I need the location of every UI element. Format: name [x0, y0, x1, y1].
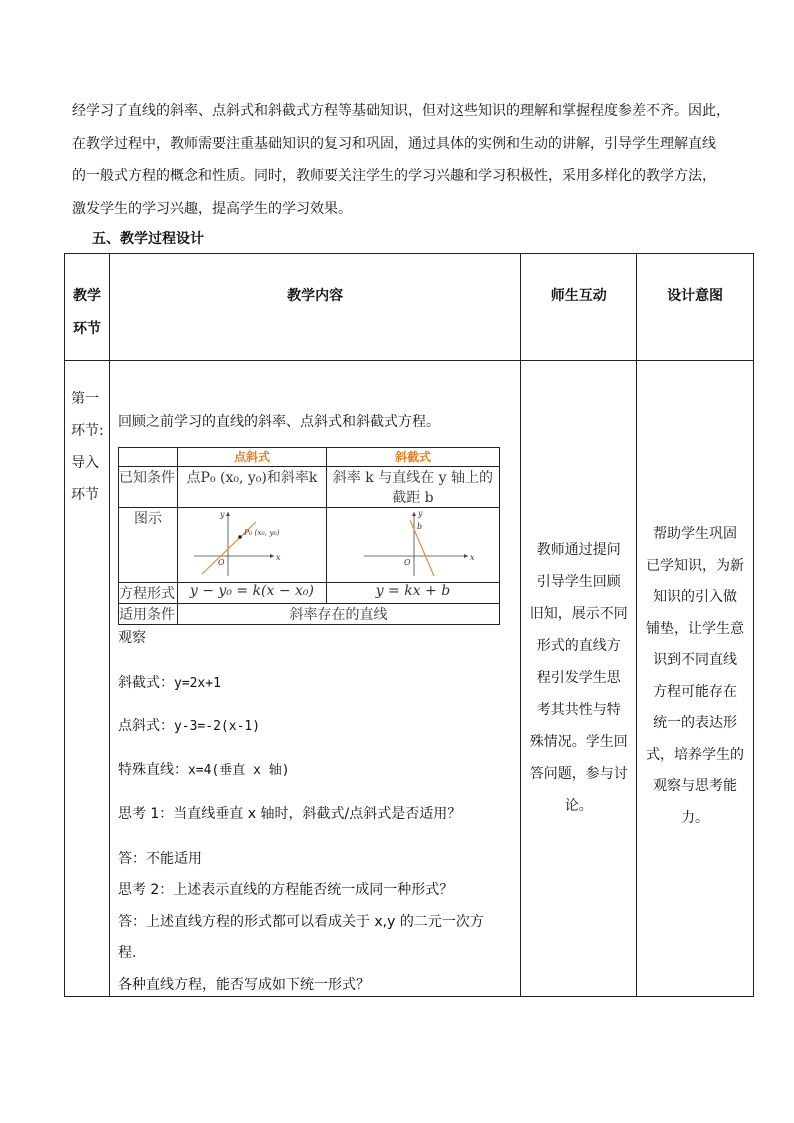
- axis-x-label: x: [275, 553, 281, 562]
- ref-form-2: y = kx + b: [326, 583, 499, 604]
- intro-line: 激发学生的学习兴趣，提高学生的学习效果。: [72, 200, 352, 217]
- interaction-line: 引导学生回顾: [536, 574, 621, 590]
- intercept-label: b: [416, 522, 423, 531]
- question-2: 思考 2：上述表示直线的方程能否统一成同一种形式？: [117, 882, 454, 898]
- answer-2: 答：上述直线方程的形式都可以看成关于 x,y 的二元一次方: [117, 914, 484, 930]
- ref-known-2: 斜率 k 与直线在 y 轴上的截距 b: [326, 467, 499, 508]
- teaching-process-table: [64, 253, 754, 997]
- slope-intercept-graph: [328, 508, 498, 578]
- stage-line: 导入: [71, 455, 99, 471]
- interaction-line: 教师通过提问: [536, 542, 621, 558]
- ref-form-1: y − y₀ = k(x − x₀): [177, 583, 326, 604]
- intent-line: 力。: [681, 809, 710, 826]
- equation-line: 斜截式：y=2x+1: [117, 675, 221, 691]
- ref-row-label: 方程形式: [118, 583, 177, 604]
- graph-slope-intercept: [326, 508, 499, 583]
- ref-known-1: 点P₀ (x₀, y₀)和斜率k: [177, 467, 326, 508]
- ref-cond: 斜率存在的直线: [177, 604, 499, 625]
- answer-2-cont: 程.: [117, 945, 137, 961]
- closing-question: 各种直线方程，能否写成如下统一形式？: [117, 977, 370, 993]
- header-intent: 设计意图: [637, 254, 754, 361]
- interaction-cell: [521, 361, 637, 997]
- header-stage: [65, 254, 110, 361]
- graph-point-slope: [177, 508, 326, 583]
- equation-line: 特殊直线：x=4(垂直 x 轴): [117, 762, 290, 778]
- ref-head-slope-intercept: 斜截式: [326, 448, 499, 467]
- interaction-line: 答问题，参与讨: [529, 766, 628, 782]
- intro-line: 的一般式方程的概念和性质。同时，教师要关注学生的学习兴趣和学习积极性，采用多样化的教学方法，: [72, 168, 716, 184]
- intent-line: 方程可能存在: [653, 683, 738, 700]
- interaction-line: 殊情况。学生回: [529, 734, 628, 750]
- intent-line: 统一的表达形: [653, 715, 738, 731]
- axis-y-label: y: [219, 510, 225, 519]
- interaction-line: 形式的直线方: [536, 638, 621, 654]
- intent-line: 式，培养学生的: [646, 746, 745, 763]
- interaction-line: 考其共性与特: [536, 702, 621, 718]
- header-stage-line: 环节: [72, 321, 101, 337]
- header-content: 教学内容: [109, 254, 520, 361]
- intent-line: 观察与思考能: [653, 778, 738, 794]
- point-label: P₀ (x₀, y₀): [243, 528, 280, 537]
- equation-line: 点斜式：y-3=-2(x-1): [117, 718, 261, 734]
- intent-line: 已学知识，为新: [646, 557, 745, 574]
- intro-line: 经学习了直线的斜率、点斜式和斜截式方程等基础知识，但对这些知识的理解和掌握程度参差不齐。因此，: [72, 103, 730, 119]
- intent-line: 帮助学生巩固: [653, 526, 738, 542]
- ref-head-point-slope: 点斜式: [177, 448, 326, 467]
- intro-line: 在教学过程中，教师需要注重基础知识的复习和巩固，通过具体的实例和生动的讲解，引导学生理解直线: [72, 135, 716, 152]
- section-title: 五、教学过程设计: [92, 231, 204, 247]
- interaction-line: 旧知，展示不同: [529, 606, 628, 622]
- intro-paragraph: [72, 95, 730, 225]
- point-slope-graph: [178, 508, 326, 578]
- stage-line: 第一: [71, 391, 99, 407]
- question-1: 思考 1：当直线垂直 x 轴时，斜截式/点斜式是否适用？: [117, 806, 462, 822]
- answer-1: 答：不能适用: [117, 851, 202, 867]
- intent-line: 铺垫，让学生意: [646, 620, 745, 637]
- origin-label: O: [217, 558, 225, 567]
- header-stage-line: 教学: [72, 288, 101, 304]
- intent-line: 知识的引入做: [653, 589, 738, 605]
- interaction-line: 程引发学生思: [536, 670, 621, 686]
- ref-row-label: 已知条件: [118, 467, 177, 508]
- stage-cell: [65, 361, 110, 997]
- observe-label: 观察: [117, 630, 146, 646]
- ref-row-label: 适用条件: [118, 604, 177, 625]
- intent-cell: [637, 361, 754, 997]
- review-text: 回顾之前学习的直线的斜率、点斜式和斜截式方程。: [117, 414, 440, 430]
- stage-line: 环节: [71, 487, 99, 503]
- axis-x-label: x: [469, 553, 475, 562]
- content-cell: [109, 361, 520, 997]
- intent-line: 识到不同直线: [653, 652, 738, 668]
- stage-line: 环节:: [71, 423, 104, 439]
- header-interaction: 师生互动: [521, 254, 637, 361]
- origin-label: O: [403, 558, 411, 567]
- table-header-row: [65, 254, 754, 361]
- table-row: [65, 361, 754, 997]
- axis-y-label: y: [417, 509, 423, 518]
- ref-row-label: 图示: [118, 508, 177, 583]
- interaction-line: 论。: [564, 798, 593, 814]
- formula-reference-table: [118, 447, 500, 625]
